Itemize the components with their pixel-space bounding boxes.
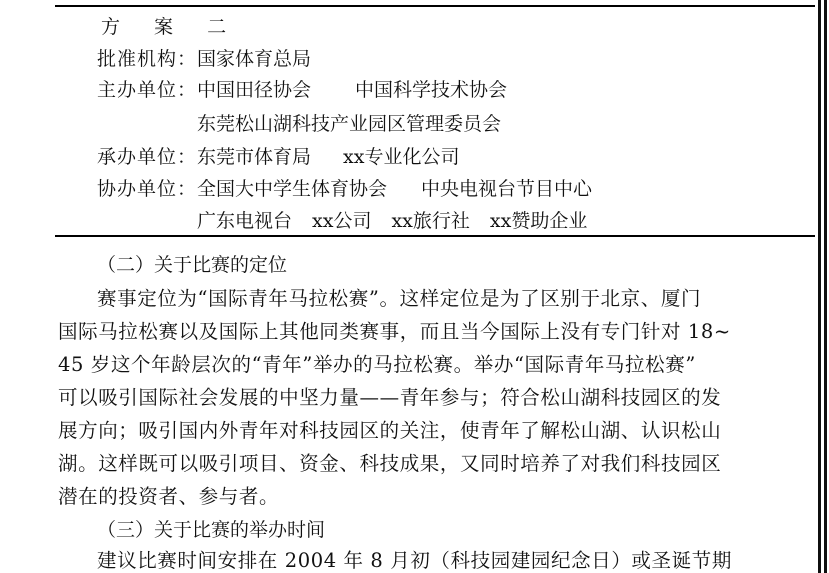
scan-edge-bar xyxy=(818,0,821,573)
paragraph-line: 建议比赛时间安排在 2004 年 8 月初（科技园建园纪念日）或圣诞节期 xyxy=(97,549,732,572)
paragraph-line: 潜在的投资者、参与者。 xyxy=(58,485,280,508)
row-value: 广东电视台 xyxy=(197,210,293,232)
row-label: 批准机构： xyxy=(97,48,198,70)
row-value: xx赞助企业 xyxy=(489,210,588,232)
row-value: xx旅行社 xyxy=(391,210,470,232)
row-co-organizer-continued xyxy=(197,209,587,233)
row-co-organizer xyxy=(97,177,592,201)
row-approval xyxy=(97,47,311,71)
row-value: 东莞市体育局 xyxy=(197,146,312,168)
row-label: 协办单位： xyxy=(97,178,198,200)
section-paragraph xyxy=(58,282,763,513)
paragraph-line: 赛事定位为“国际青年马拉松赛”。这样定位是为了区别于北京、厦门 xyxy=(97,287,702,310)
row-value: 中国科学技术协会 xyxy=(355,79,508,101)
top-divider xyxy=(55,5,815,7)
paragraph-line: 国际马拉松赛以及国际上其他同类赛事，而且当今国际上没有专门针对 18~ xyxy=(58,320,731,343)
plan-title: 方 案 二 xyxy=(101,16,241,38)
section-divider xyxy=(55,235,815,237)
row-label: 主办单位： xyxy=(97,79,198,101)
row-host xyxy=(97,78,507,102)
scan-edge-bar xyxy=(824,0,827,573)
section-paragraph xyxy=(58,544,763,573)
section-heading: （二）关于比赛的定位 xyxy=(97,254,288,276)
row-value: 国家体育总局 xyxy=(197,48,312,70)
row-label: 承办单位： xyxy=(97,146,198,168)
row-value: xx专业化公司 xyxy=(343,146,460,168)
row-value: 中央电视台节目中心 xyxy=(421,178,593,200)
row-value: xx公司 xyxy=(312,210,372,232)
paragraph-line: 展方向；吸引国内外青年对科技园区的关注，使青年了解松山湖、认识松山 xyxy=(58,419,722,442)
row-value: 中国田径协会 xyxy=(197,79,312,101)
row-value: 全国大中学生体育协会 xyxy=(197,178,388,200)
section-heading: （三）关于比赛的举办时间 xyxy=(97,519,326,541)
row-organizer xyxy=(97,145,459,169)
paragraph-line: 湖。这样既可以吸引项目、资金、科技成果，又同时培养了对我们科技园区 xyxy=(58,452,722,475)
paragraph-line: 可以吸引国际社会发展的中坚力量——青年参与；符合松山湖科技园区的发 xyxy=(58,386,722,409)
row-host-continued xyxy=(197,112,501,136)
row-value: 东莞松山湖科技产业园区管理委员会 xyxy=(197,113,502,135)
paragraph-line: 45 岁这个年龄层次的“青年”举办的马拉松赛。举办“国际青年马拉松赛” xyxy=(58,353,696,376)
